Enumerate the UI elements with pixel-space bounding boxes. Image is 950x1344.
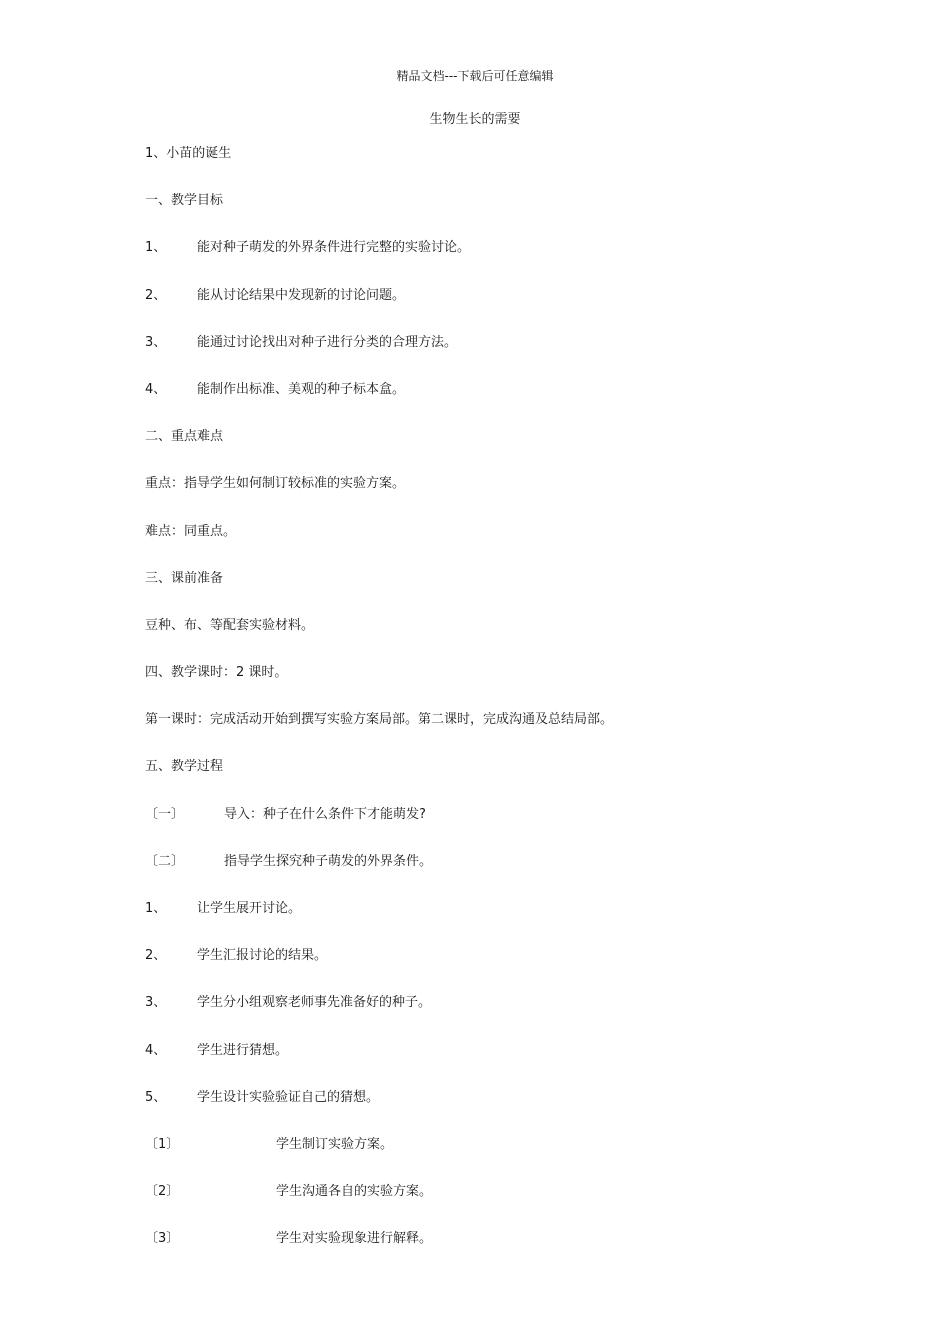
item-text: 能制作出标准、美观的种子标本盒。 [197,381,406,397]
document-body [145,144,845,1277]
line-text: 难点：同重点。 [145,523,237,539]
list-item [145,993,845,1040]
line-text: 重点：指导学生如何制订较标准的实验方案。 [145,476,406,492]
line-text: 四、教学课时：2 课时。 [145,665,288,681]
section-heading [145,663,845,710]
list-item [145,1088,845,1135]
sub-text: 学生对实验现象进行解释。 [276,1231,433,1247]
item-number: 1、 [145,240,167,256]
line-text: 豆种、布、等配套实验材料。 [145,617,315,633]
item-text: 让学生展开讨论。 [197,901,302,916]
item-number: 3、 [145,995,167,1011]
page-header: 精品文档---下载后可任意编辑 [396,69,554,83]
item-text: 能通过讨论找出对种子进行分类的合理方法。 [197,334,458,350]
line-text: 三、课前准备 [145,570,224,586]
step-item [145,805,845,852]
sub-number: 〔3〕 [145,1231,180,1247]
sub-item [145,1229,845,1276]
sub-item [145,1182,845,1229]
section-heading [145,569,845,616]
item-text: 学生进行猜想。 [197,1042,289,1058]
item-text: 学生汇报讨论的结果。 [197,948,328,964]
step-number: 〔一〕 [145,806,185,822]
item-number: 2、 [145,287,167,303]
item-text: 能对种子萌发的外界条件进行完整的实验讨论。 [197,240,471,256]
list-item [145,380,845,427]
list-item [145,333,845,380]
line-text: 五、教学过程 [145,759,224,775]
sub-number: 〔1〕 [145,1136,180,1152]
section-heading [145,757,845,804]
item-text: 学生设计实验验证自己的猜想。 [197,1089,380,1105]
line-text: 二、重点难点 [145,429,224,445]
line-text: 第一课时：完成活动开始到撰写实验方案局部。第二课时，完成沟通及总结局部。 [145,712,614,728]
item-number: 2、 [145,948,167,964]
step-text: 指导学生探究种子萌发的外界条件。 [224,853,433,869]
step-item [145,852,845,899]
list-item [145,1041,845,1088]
item-number: 5、 [145,1089,167,1105]
section-heading [145,191,845,238]
section-heading [145,427,845,474]
item-number: 3、 [145,334,167,350]
paragraph [145,522,845,569]
paragraph [145,616,845,663]
sub-text: 学生沟通各自的实验方案。 [276,1184,433,1200]
paragraph [145,710,845,757]
line-text: 1、小苗的诞生 [145,146,232,161]
sub-number: 〔2〕 [145,1184,180,1200]
step-text: 导入：种子在什么条件下才能萌发? [224,806,426,822]
item-text: 能从讨论结果中发现新的讨论问题。 [197,287,406,303]
item-number: 1、 [145,901,167,916]
sub-text: 学生制订实验方案。 [276,1136,394,1152]
item-text: 学生分小组观察老师事先准备好的种子。 [197,995,432,1011]
heading-line [145,144,845,191]
item-number: 4、 [145,381,167,397]
list-item [145,899,845,946]
list-item [145,946,845,993]
item-number: 4、 [145,1042,167,1058]
sub-item [145,1135,845,1182]
list-item [145,286,845,333]
step-number: 〔二〕 [145,853,185,869]
paragraph [145,474,845,521]
document-title: 生物生长的需要 [429,112,521,127]
list-item [145,238,845,285]
line-text: 一、教学目标 [145,193,224,209]
